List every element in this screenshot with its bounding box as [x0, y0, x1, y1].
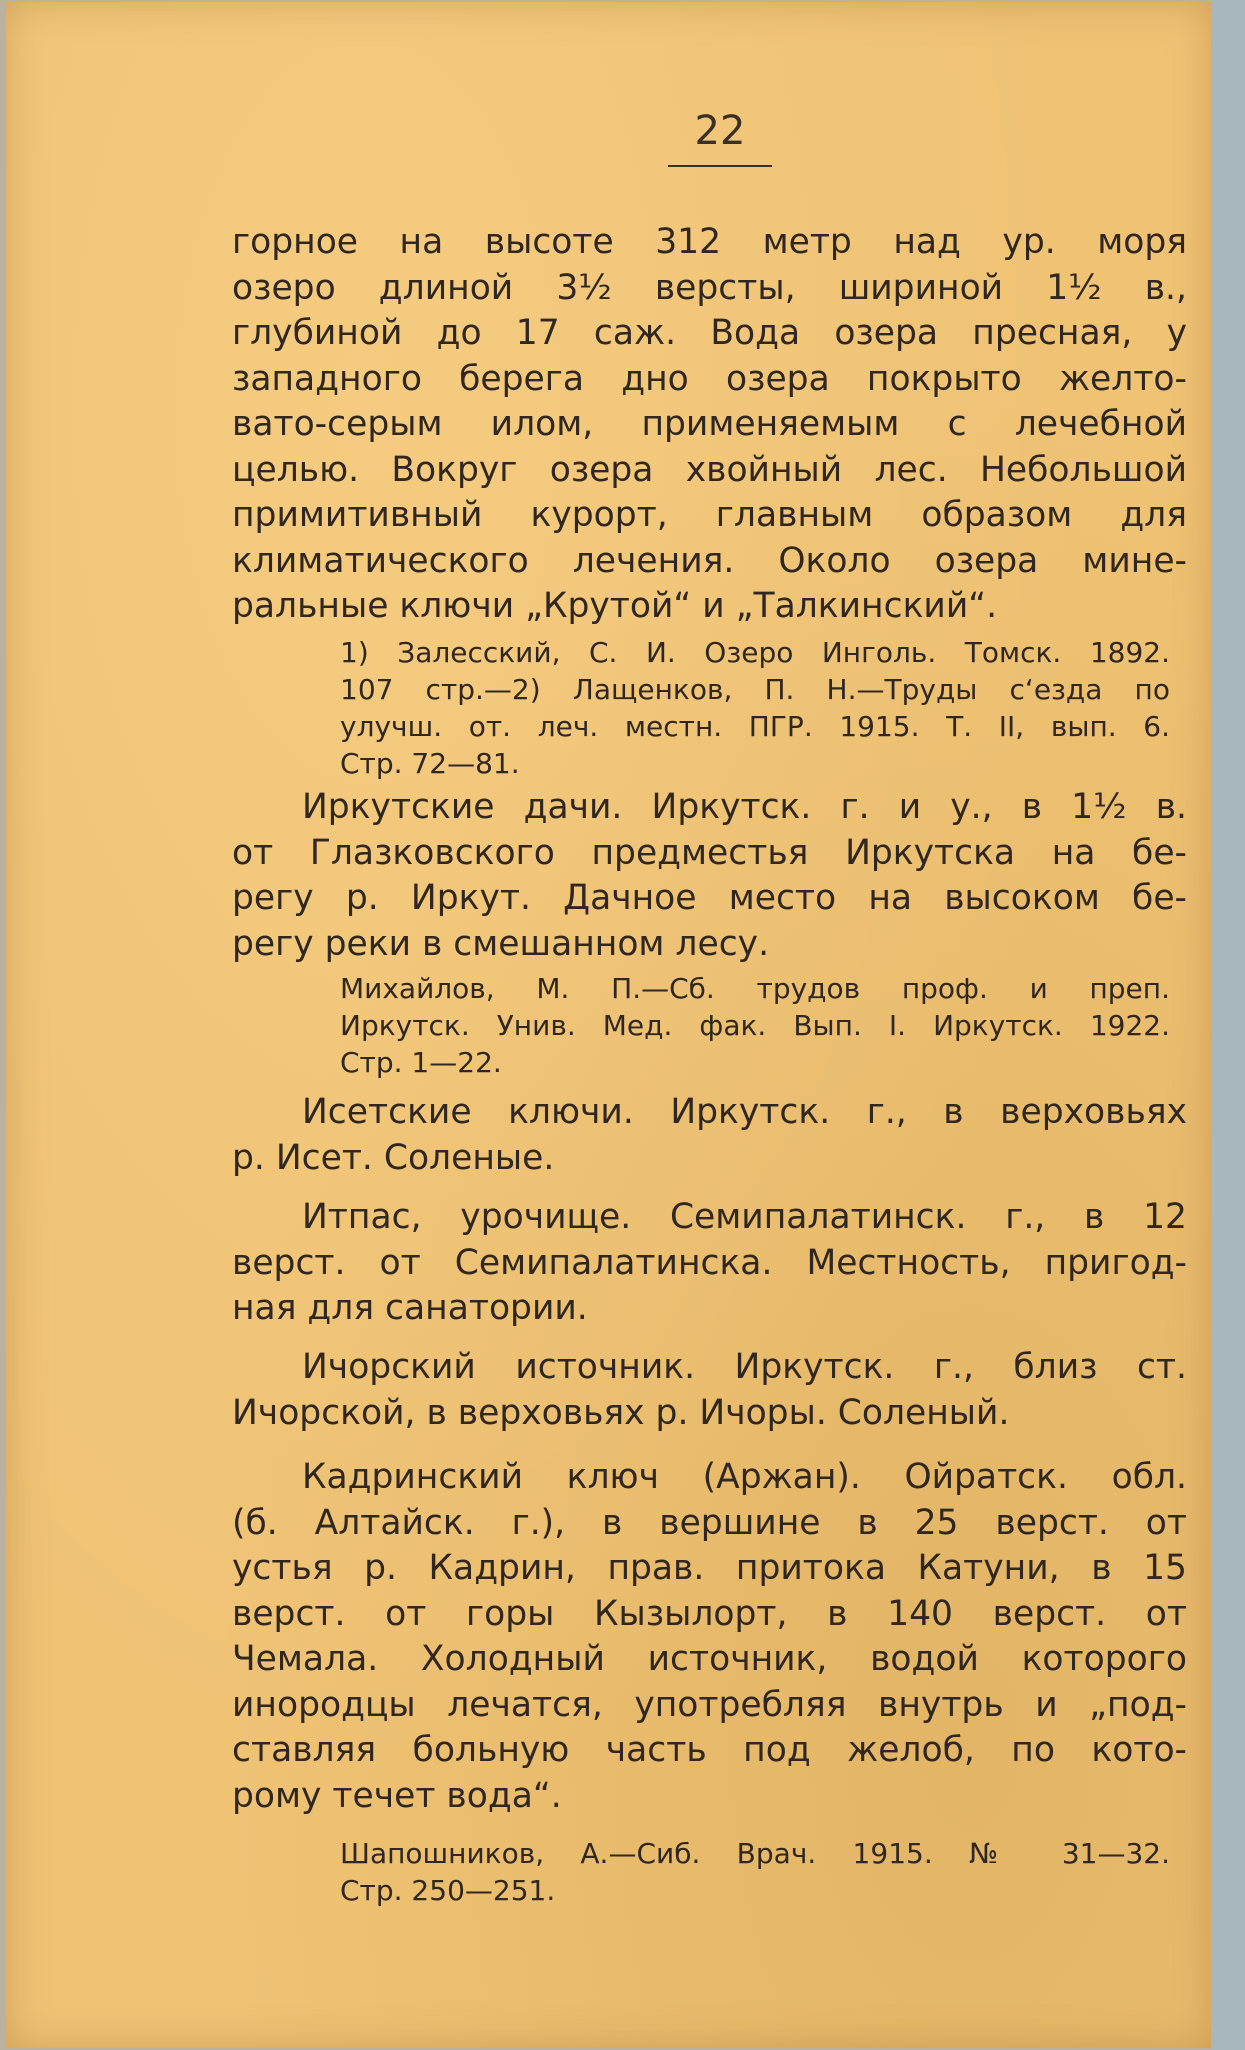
- text-line: р. Исет. Соленые.: [232, 1137, 555, 1178]
- text-line: озеро длиной 3½ версты, шириной 1½ в.,: [232, 267, 1187, 308]
- text-line: инородцы лечатся, употребляя внутрь и „под-: [232, 1684, 1187, 1725]
- text-line: регу р. Иркут. Дачное место на высоком бе-: [232, 878, 1187, 918]
- entry-ingol-references: [340, 634, 1170, 782]
- entry-heading-line: Ичорский источник. Иркутск. г., близ ст.: [302, 1347, 1187, 1387]
- page-number: 22: [694, 108, 746, 154]
- scan-background: [1211, 0, 1245, 2050]
- entry-heading-line: Иркутские дачи. Иркутск. г. и у., в 1½ в.: [302, 787, 1187, 827]
- reference-line: Стр. 1—22.: [340, 1046, 502, 1079]
- entry-ingol: [232, 220, 1187, 630]
- reference-line: Стр. 250—251.: [340, 1874, 556, 1907]
- text-line: Ичорской, в верховьях р. Ичоры. Соленый.: [232, 1392, 1010, 1433]
- reference-line: 107 стр.—2) Лащенков, П. Н.—Труды с‘езда по: [340, 673, 1170, 706]
- reference-line: Иркутск. Унив. Мед. фак. Вып. I. Иркутск. 1922.: [340, 1009, 1170, 1042]
- text-line: ставляя больную часть под желоб, по кото-: [232, 1730, 1187, 1770]
- entry-ichora: [232, 1345, 1187, 1436]
- text-line: глубиной до 17 саж. Вода озера пресная, у: [232, 313, 1187, 353]
- text-line: климатического лечения. Около озера мине-: [232, 540, 1187, 581]
- entry-heading-line: Итпас, урочище. Семипалатинск. г., в 12: [302, 1197, 1187, 1237]
- entry-iset: [232, 1090, 1187, 1181]
- text-line: западного берега дно озера покрыто желто-: [232, 358, 1187, 399]
- entry-kadrin: [232, 1455, 1187, 1819]
- text-line: верст. от Семипалатинска. Местность, пригод-: [232, 1242, 1187, 1283]
- entry-heading-line: Кадринский ключ (Аржан). Ойратск. обл.: [302, 1457, 1187, 1497]
- entry-kadrin-references: [340, 1835, 1170, 1909]
- text-line: Чемала. Холодный источник, водой которого: [232, 1639, 1187, 1679]
- text-line: примитивный курорт, главным образом для: [232, 495, 1187, 535]
- reference-line: Стр. 72—81.: [340, 747, 520, 780]
- page-number-rule: [668, 165, 772, 167]
- reference-line: Шапошников, А.—Сиб. Врач. 1915. № 31—32.: [340, 1837, 1170, 1870]
- text-line: регу реки в смешанном лесу.: [232, 923, 770, 964]
- reference-line: 1) Залесский, С. И. Озеро Инголь. Томск. 1892.: [340, 636, 1170, 669]
- reference-line: Михайлов, М. П.—Сб. трудов проф. и преп.: [340, 972, 1170, 1005]
- entry-irkutsk-dachi: [232, 785, 1187, 967]
- entry-heading-line: Исетские ключи. Иркутск. г., в верховьях: [302, 1092, 1187, 1132]
- text-line: (б. Алтайск. г.), в вершине в 25 верст. от: [232, 1502, 1187, 1543]
- text-line: целью. Вокруг озера хвойный лес. Небольшой: [232, 449, 1187, 490]
- text-line: горное на высоте 312 метр над ур. моря: [232, 222, 1187, 262]
- text-line: вато-серым илом, применяемым с лечебной: [232, 404, 1187, 444]
- text-line: ральные ключи „Крутой“ и „Талкинский“.: [232, 586, 998, 626]
- text-line: устья р. Кадрин, прав. притока Катуни, в 15: [232, 1548, 1187, 1588]
- text-line: ная для санатории.: [232, 1288, 588, 1328]
- entry-irkutsk-dachi-references: [340, 970, 1170, 1081]
- text-line: рому течет вода“.: [232, 1775, 562, 1816]
- text-line: от Глазковского предместья Иркутска на бе-: [232, 832, 1187, 873]
- reference-line: улучш. от. леч. местн. ПГР. 1915. Т. II, вып. 6.: [340, 710, 1170, 743]
- text-line: верст. от горы Кызылорт, в 140 верст. от: [232, 1593, 1187, 1634]
- entry-itpas: [232, 1195, 1187, 1332]
